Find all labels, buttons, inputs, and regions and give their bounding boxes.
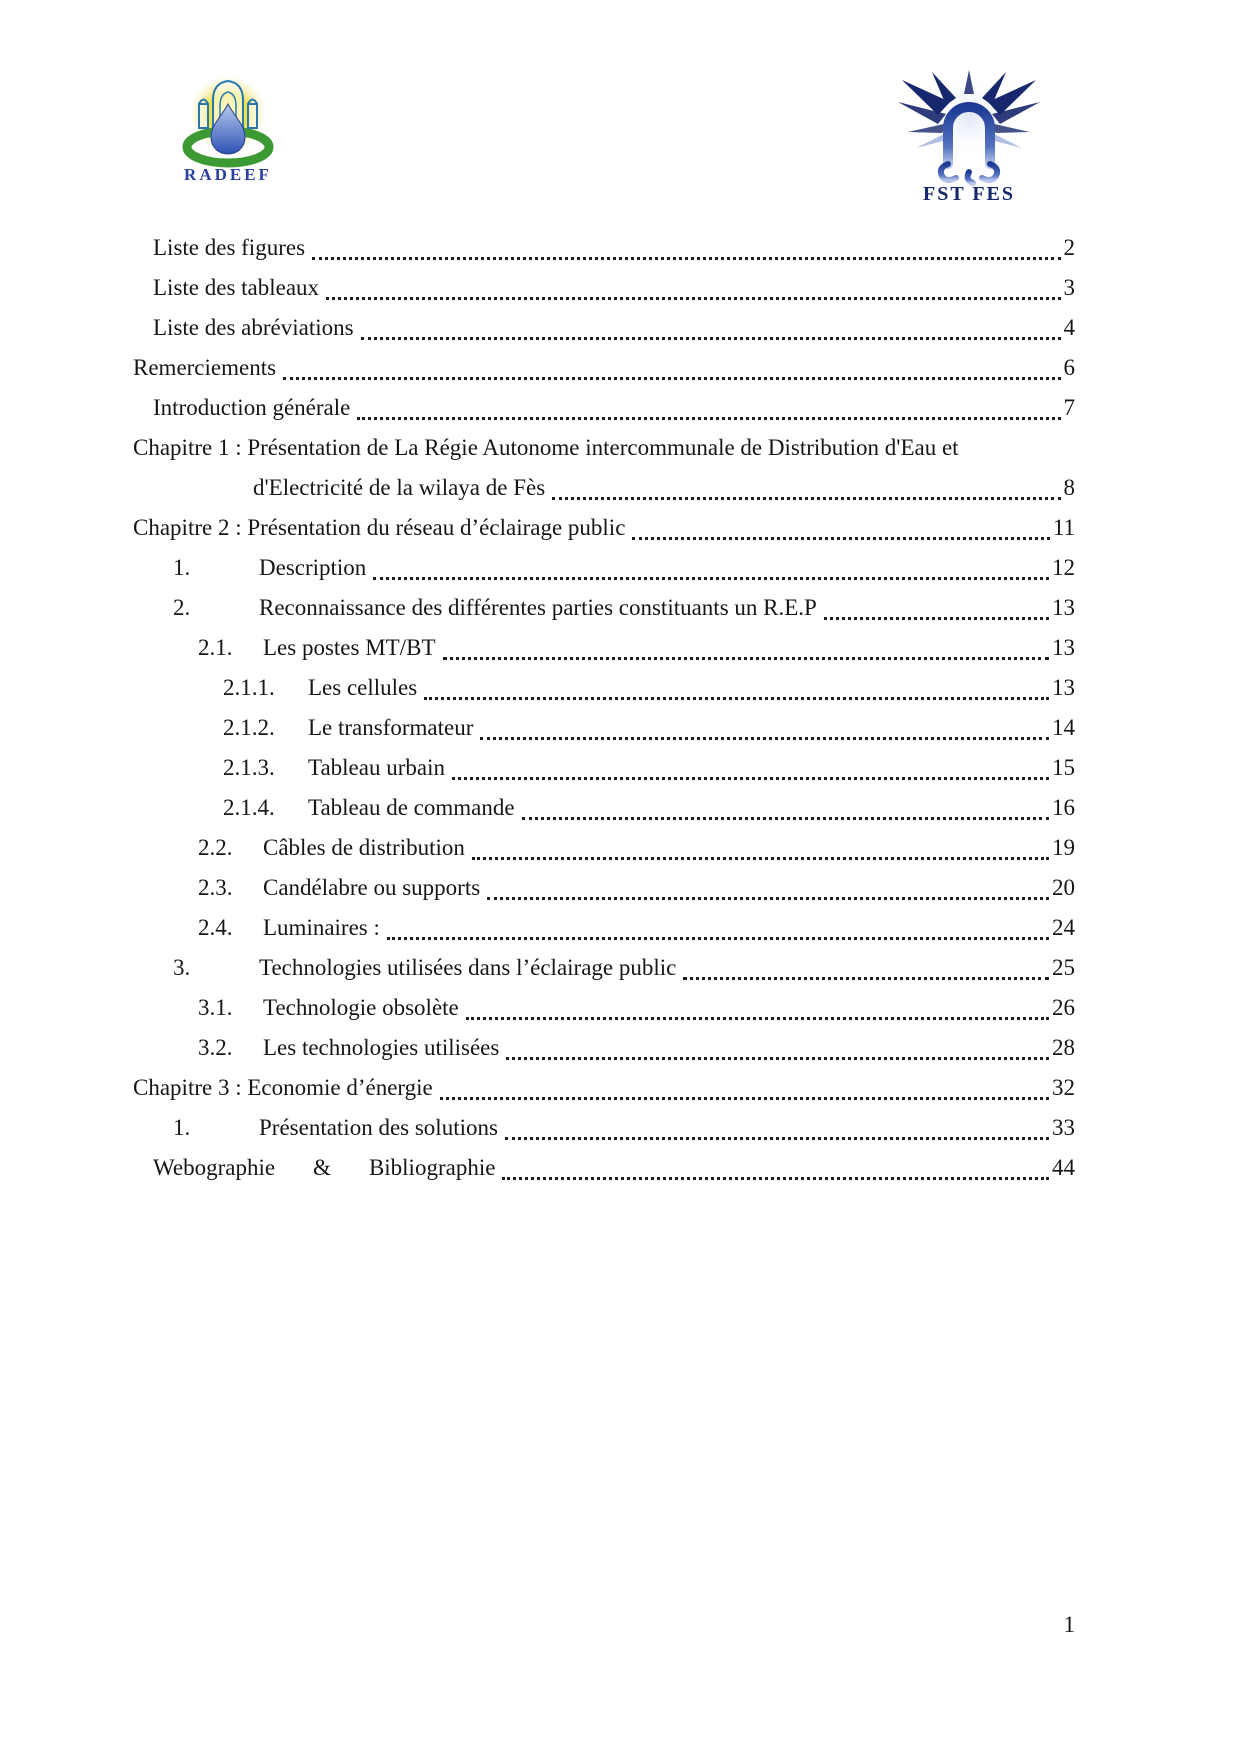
toc-title-part: Webographie <box>153 1155 276 1180</box>
toc-row[interactable] <box>133 868 1075 908</box>
toc-title: Reconnaissance des différentes parties constituants un R.E.P <box>259 595 817 620</box>
toc-row[interactable] <box>133 508 1075 548</box>
toc-page-number: 25 <box>1052 955 1075 980</box>
toc-title: Technologie obsolète <box>263 995 459 1020</box>
toc-row[interactable] <box>133 988 1075 1028</box>
toc-title: Les technologies utilisées <box>263 1035 500 1060</box>
dot-leader <box>632 508 1049 548</box>
toc-page-number: 15 <box>1052 755 1075 780</box>
toc-page-number: 33 <box>1052 1115 1075 1140</box>
radeef-logo-graphic <box>174 70 284 186</box>
toc-page-number: 26 <box>1052 995 1075 1020</box>
toc-title: Chapitre 2 : Présentation du réseau d’éclairage public <box>133 515 626 540</box>
toc-entry-number: 2. <box>173 595 191 620</box>
toc-entry-number: 2.4. <box>198 915 233 940</box>
dot-leader <box>487 868 1049 908</box>
toc-page-number: 8 <box>1063 475 1075 500</box>
dot-leader <box>312 228 1060 268</box>
toc-title: Chapitre 1 : Présentation de La Régie Autonome intercommunale de Distribution d'Eau et <box>133 435 959 460</box>
footer-page-number: 1 <box>1063 1612 1075 1637</box>
toc-title: Chapitre 3 : Economie d’énergie <box>133 1075 433 1100</box>
toc-page-number: 13 <box>1052 635 1075 660</box>
dot-leader <box>357 388 1060 428</box>
toc-entry-number: 2.1. <box>198 635 233 660</box>
toc-entry-number: 2.1.2. <box>223 715 275 740</box>
dot-leader <box>443 628 1050 668</box>
toc-row[interactable] <box>133 348 1075 388</box>
toc-entry-number: 2.3. <box>198 875 233 900</box>
dot-leader <box>472 828 1049 868</box>
toc-row[interactable] <box>133 308 1075 348</box>
dot-leader <box>373 548 1049 588</box>
dot-leader <box>505 1108 1049 1148</box>
toc-title: Présentation des solutions <box>259 1115 498 1140</box>
toc-page-number: 16 <box>1052 795 1075 820</box>
dot-leader <box>683 948 1049 988</box>
toc-row[interactable] <box>133 788 1075 828</box>
toc-row[interactable] <box>133 428 1075 508</box>
toc-page-number: 2 <box>1063 235 1075 260</box>
toc-title-part: & <box>313 1155 331 1180</box>
toc-page-number: 6 <box>1063 355 1075 380</box>
toc-entry-number: 3. <box>173 955 191 980</box>
toc-title: Candélabre ou supports <box>263 875 481 900</box>
toc-page-number: 13 <box>1052 675 1075 700</box>
toc-page-number: 12 <box>1052 555 1075 580</box>
toc-page-number: 11 <box>1052 515 1075 540</box>
toc-page-number: 3 <box>1063 275 1075 300</box>
toc-list <box>133 228 1075 1188</box>
toc-entry-number: 3.1. <box>198 995 233 1020</box>
toc-title: Câbles de distribution <box>263 835 465 860</box>
toc-title: Tableau urbain <box>308 755 445 780</box>
toc-page-number: 44 <box>1052 1155 1075 1180</box>
toc-row[interactable] <box>133 628 1075 668</box>
toc-page-number: 14 <box>1052 715 1075 740</box>
toc-title: Le transformateur <box>308 715 474 740</box>
radeef-logo-label: RADEEF <box>184 165 272 184</box>
toc-title: Luminaires : <box>263 915 380 940</box>
toc-title: Tableau de commande <box>308 795 515 820</box>
toc-title: Liste des tableaux <box>153 275 320 300</box>
toc-row[interactable] <box>133 748 1075 788</box>
dot-leader <box>283 348 1060 388</box>
toc-page-number: 19 <box>1052 835 1075 860</box>
toc-row[interactable] <box>133 588 1075 628</box>
toc-row[interactable] <box>133 1108 1075 1148</box>
dot-leader <box>502 1148 1049 1188</box>
radeef-logo <box>174 70 284 186</box>
toc-row[interactable] <box>133 668 1075 708</box>
dot-leader <box>480 708 1049 748</box>
toc-page-number: 20 <box>1052 875 1075 900</box>
toc-entry-number: 2.1.1. <box>223 675 275 700</box>
toc-row[interactable] <box>133 548 1075 588</box>
dot-leader <box>552 468 1060 508</box>
toc-title: Introduction générale <box>153 395 351 420</box>
dot-leader <box>387 908 1049 948</box>
fst-fes-logo-label: FST FES <box>923 183 1015 204</box>
toc-entry-number: 2.2. <box>198 835 233 860</box>
toc-row[interactable] <box>133 908 1075 948</box>
dot-leader <box>824 588 1049 628</box>
toc-title: Technologies utilisées dans l’éclairage public <box>259 955 677 980</box>
dot-leader <box>326 268 1060 308</box>
toc-page-number: 13 <box>1052 595 1075 620</box>
fst-fes-logo-graphic <box>896 70 1042 204</box>
toc-entry-number: 2.1.3. <box>223 755 275 780</box>
toc-row[interactable] <box>133 268 1075 308</box>
toc-page-number: 24 <box>1052 915 1075 940</box>
dot-leader <box>440 1068 1049 1108</box>
dot-leader <box>424 668 1049 708</box>
toc-title: Liste des abréviations <box>153 315 354 340</box>
toc-title: Les postes MT/BT <box>263 635 436 660</box>
dot-leader <box>522 788 1049 828</box>
fst-fes-logo <box>896 70 1042 204</box>
toc-row[interactable] <box>133 708 1075 748</box>
toc-entry-number: 1. <box>173 1115 191 1140</box>
dot-leader <box>506 1028 1049 1068</box>
toc-row[interactable] <box>133 948 1075 988</box>
toc-entry-number: 3.2. <box>198 1035 233 1060</box>
toc-page-number: 32 <box>1052 1075 1075 1100</box>
toc-page-number: 7 <box>1063 395 1075 420</box>
toc-title: Liste des figures <box>153 235 306 260</box>
dot-leader <box>452 748 1049 788</box>
toc-title: Remerciements <box>133 355 277 380</box>
dot-leader <box>466 988 1049 1028</box>
toc-title: Description <box>259 555 367 580</box>
toc-entry-number: 2.1.4. <box>223 795 275 820</box>
toc-entry-number: 1. <box>173 555 191 580</box>
toc-page-number: 28 <box>1052 1035 1075 1060</box>
toc-row[interactable] <box>133 1028 1075 1068</box>
toc-row[interactable] <box>133 1068 1075 1108</box>
toc-title: Les cellules <box>308 675 418 700</box>
toc-row[interactable] <box>133 228 1075 268</box>
toc-row[interactable] <box>133 388 1075 428</box>
toc-row[interactable] <box>133 1148 1075 1188</box>
toc-row[interactable] <box>133 828 1075 868</box>
dot-leader <box>361 308 1061 348</box>
toc-title-continued: d'Electricité de la wilaya de Fès <box>253 475 546 500</box>
toc-page-number: 4 <box>1063 315 1075 340</box>
toc-title-part: Bibliographie <box>368 1155 496 1180</box>
